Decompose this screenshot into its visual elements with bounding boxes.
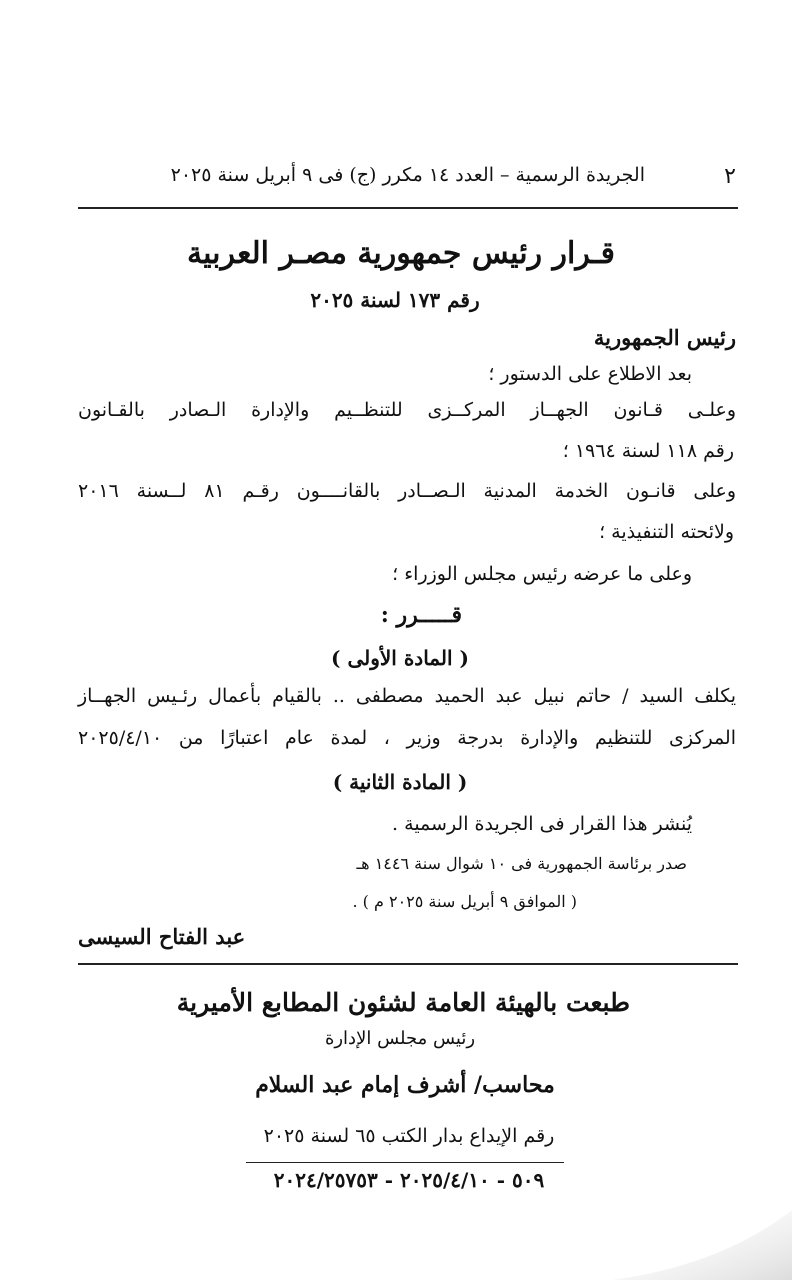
preamble-line-regulations: ولائحته التنفيذية ؛ — [599, 521, 734, 543]
article-1-line-2: المركزى للتنظيم والإدارة بدرجة وزير ، لمدة عام اعتبارًا من ٢٠٢٥/٤/١٠ — [78, 727, 736, 749]
article-2-line-1: يُنشر هذا القرار فى الجريدة الرسمية . — [392, 813, 692, 835]
footer-divider — [78, 963, 738, 965]
issued-date: صدر برئاسة الجمهورية فى ١٠ شوال سنة ١٤٤٦ هـ — [356, 854, 687, 873]
preamble-line-law-number: رقم ١١٨ لسنة ١٩٦٤ ؛ — [562, 440, 734, 462]
president-label: رئيس الجمهورية — [593, 325, 736, 350]
accountant-name: محاسب/ أشرف إمام عبد السلام — [255, 1072, 555, 1098]
decree-number: رقم ١٧٣ لسنة ٢٠٢٥ — [310, 288, 480, 312]
page-number: ٢ — [724, 164, 736, 189]
decree-title: قـرار رئيس جمهورية مصـر العربية — [187, 236, 615, 271]
page-curl-shadow — [612, 1210, 792, 1280]
corresponding-date: ( الموافق ٩ أبريل سنة ٢٠٢٥ م ) . — [352, 892, 577, 911]
article-2-heading: ( المادة الثانية ) — [332, 770, 468, 794]
article-1-heading: ( المادة الأولى ) — [331, 646, 469, 670]
president-signature: عبد الفتاح السيسى — [78, 924, 246, 949]
preamble-line-prime-minister: وعلى ما عرضه رئيس مجلس الوزراء ؛ — [392, 563, 692, 585]
gazette-header-title: الجريدة الرسمية – العدد ١٤ مكرر (ج) فى ٩ أبريل سنة ٢٠٢٥ — [170, 164, 645, 186]
deposit-underline — [246, 1162, 564, 1163]
deposit-number: رقم الإيداع بدار الكتب ٦٥ لسنة ٢٠٢٥ — [263, 1125, 555, 1147]
resolved-heading: قـــــرر : — [380, 602, 462, 628]
isbn-number: ٥٠٩ - ٢٠٢٥/٤/١٠ - ٢٠٢٤/٢٥٧٥٣ — [273, 1168, 545, 1192]
article-1-line-1: يكلف السيد / حاتم نبيل عبد الحميد مصطفى .. بالقيام بأعمال رئـيس الجهــاز — [78, 685, 736, 707]
preamble-line-civil-service: وعلى قانـون الخدمة المدنية الـصــادر بالقانــــون رقـم ٨١ لــسنة ٢٠١٦ — [78, 480, 736, 502]
board-chair-label: رئيس مجلس الإدارة — [324, 1028, 476, 1049]
preamble-line-agency-law: وعلـى قـانون الجهــاز المركــزى للتنظــيم والإدارة الـصادر بالقـانون — [78, 399, 736, 421]
preamble-line-constitution: بعد الاطلاع على الدستور ؛ — [488, 363, 692, 385]
header-divider — [78, 207, 738, 209]
printer-name: طبعت بالهيئة العامة لشئون المطابع الأميرية — [176, 988, 630, 1017]
